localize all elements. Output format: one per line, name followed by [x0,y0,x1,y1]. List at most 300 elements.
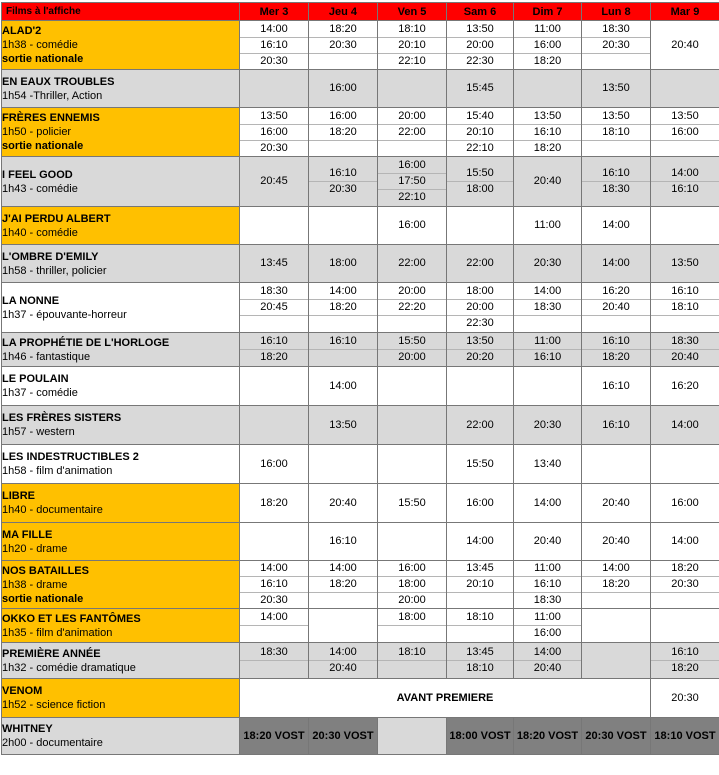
day-header: Mer 3 [240,3,309,21]
film-meta: 1h57 - western [2,425,239,439]
showtime-cell [582,207,651,245]
showtime: 13:45 [447,645,513,660]
showtime-cell [582,21,651,70]
showtime: 13:50 [447,22,513,37]
showtime: 20:10 [447,124,513,140]
showtime: 11:00 [514,561,581,576]
showtime [651,140,719,156]
showtime-cell [309,643,378,679]
showtime-cell [651,245,719,283]
showtime-cell [309,445,378,484]
showtime [309,349,377,365]
film-cell [2,70,240,108]
showtime: 16:10 [514,349,581,365]
showtime: 18:00 [378,610,446,625]
showtime: 18:10 [378,22,446,37]
showtime: 18:30 [514,299,581,315]
showtime: 22:00 [378,256,446,271]
film-cell [2,283,240,333]
showtime-cell [514,445,582,484]
showtime: 20:40 [651,38,719,53]
showtime: 18:10 [447,610,513,625]
showtime: 18:20 [582,349,650,365]
film-meta: 1h32 - comédie dramatique [2,661,239,675]
showtime: 18:00 [378,576,446,592]
showtime: 16:10 [582,379,650,394]
showtime: 16:10 [309,534,377,549]
film-title: LES FRÈRES SISTERS [2,411,239,425]
showtime-cell [651,283,719,333]
showtime-cell [378,70,447,108]
showtime: 16:00 [514,37,581,53]
showtime [309,315,377,331]
showtime: 18:00 [309,256,377,271]
film-row [2,157,719,207]
showtime-cell [309,207,378,245]
showtime: 15:45 [447,81,513,96]
showtime: 11:00 [514,334,581,349]
showtime: 20:40 [514,174,581,189]
showtime: 14:00 [240,610,308,625]
showtime-cell [240,21,309,70]
film-meta: 1h35 - film d'animation [2,626,239,640]
showtime-cell [240,70,309,108]
showtime-cell [240,333,309,367]
showtime-cell [651,484,719,523]
day-header: Mar 9 [651,3,719,21]
showtime-cell [240,245,309,283]
showtime-cell [651,643,719,679]
showtime-cell [240,523,309,561]
showtime: 14:00 [651,534,719,549]
showtime: 20:20 [447,349,513,365]
showtime: 14:00 [582,561,650,576]
showtime-cell [447,484,514,523]
showtime: 13:50 [309,418,377,433]
film-row [2,108,719,157]
film-meta: 1h38 - drame [2,578,239,592]
film-meta: 2h00 - documentaire [2,736,239,750]
film-note: sortie nationale [2,592,239,606]
showtime [378,625,446,641]
showtime-cell [378,157,447,207]
showtime-cell [447,445,514,484]
showtime: 20:30 [582,37,650,53]
showtime: 18:30 [651,334,719,349]
film-meta: 1h46 - fantastique [2,350,239,364]
showtime: 16:10 [240,334,308,349]
showtime: 16:10 [582,166,650,181]
showtime: 13:50 [447,334,513,349]
film-meta: 1h37 - épouvante-horreur [2,308,239,322]
showtime-cell [514,157,582,207]
film-meta: 1h50 - policier [2,125,239,139]
film-meta: 1h52 - science fiction [2,698,239,712]
showtime-cell [582,157,651,207]
showtime: 16:10 [240,37,308,53]
showtime: 16:00 [651,124,719,140]
film-cell [2,108,240,157]
showtime-cell [240,643,309,679]
showtime: 20:40 [651,349,719,365]
film-meta: 1h58 - thriller, policier [2,264,239,278]
film-row [2,333,719,367]
showtime: 20:30 [240,592,308,608]
film-row [2,445,719,484]
showtime-cell [582,643,651,679]
showtime: 11:00 [514,218,581,233]
showtime: 20:10 [447,576,513,592]
showtime: 13:45 [447,561,513,576]
film-rows [2,21,719,679]
film-title: LE POULAIN [2,372,239,386]
showtime: 16:00 [378,561,446,576]
vost-showtime: 18:20 VOST [514,718,582,755]
day-header: Dim 7 [514,3,582,21]
film-row [2,561,719,609]
film-title: J'AI PERDU ALBERT [2,212,239,226]
showtime: 16:00 [240,124,308,140]
showtime [582,53,650,69]
showtime-cell [651,367,719,406]
showtime: 16:10 [582,418,650,433]
showtime-cell [309,367,378,406]
showtime-cell [309,157,378,207]
film-cell [2,157,240,207]
vost-showtime: 18:10 VOST [651,718,719,755]
showtime-cell [309,70,378,108]
showtime-cell [582,283,651,333]
film-row [2,484,719,523]
showtime-cell [651,609,719,643]
film-title: WHITNEY [2,722,239,736]
film-title: OKKO ET LES FANTÔMES [2,612,239,626]
showtime-cell [378,333,447,367]
showtime: 17:50 [378,173,446,189]
showtime: 14:00 [240,561,308,576]
showtime [582,140,650,156]
showtime-cell [514,643,582,679]
film-row-venom [2,679,719,718]
showtime [582,315,650,331]
showtime: 20:30 [651,691,719,706]
showtime-cell [447,406,514,445]
vost-showtime: 20:30 VOST [582,718,651,755]
showtime-cell [651,523,719,561]
showtime: 22:10 [447,140,513,156]
showtime-cell [447,207,514,245]
showtime: 18:10 [651,299,719,315]
showtime-cell [309,245,378,283]
showtime-cell [514,108,582,157]
showtime: 20:00 [378,109,446,124]
showtime [514,315,581,331]
vost-showtime: 18:00 VOST [447,718,514,755]
films-header: Films à l'affiche [2,3,240,21]
showtime: 20:40 [514,660,581,676]
showtime-cell [582,245,651,283]
showtime-cell [582,609,651,643]
showtime-cell [514,523,582,561]
film-row [2,609,719,643]
showtime-cell [240,157,309,207]
showtime: 16:10 [651,284,719,299]
showtime: 15:40 [447,109,513,124]
film-cell [2,643,240,679]
showtime: 14:00 [514,645,581,660]
showtime-cell [240,445,309,484]
showtime: 14:00 [309,561,377,576]
showtime: 14:00 [651,166,719,181]
showtime: 18:10 [447,660,513,676]
showtime: 18:10 [582,124,650,140]
showtime: 18:20 [651,660,719,676]
film-row [2,367,719,406]
showtime-cell [378,561,447,609]
day-header: Lun 8 [582,3,651,21]
film-title: FRÈRES ENNEMIS [2,111,239,125]
film-row [2,283,719,333]
day-header: Jeu 4 [309,3,378,21]
showtime: 20:45 [240,174,308,189]
showtime: 14:00 [309,379,377,394]
showtime: 20:30 [514,418,581,433]
showtime: 16:10 [240,576,308,592]
showtime [240,660,308,676]
showtime: 18:20 [309,576,377,592]
film-meta: 1h20 - drame [2,542,239,556]
showtime-cell [447,561,514,609]
showtime [240,625,308,641]
showtime: 13:50 [240,109,308,124]
showtime: 16:10 [651,645,719,660]
film-cell [2,21,240,70]
showtime: 16:00 [378,218,446,233]
film-cell [2,609,240,643]
showtime: 18:20 [309,22,377,37]
showtime: 20:00 [378,284,446,299]
film-meta: 1h54 -Thriller, Action [2,89,239,103]
showtime: 16:10 [309,166,377,181]
showtime: 20:10 [378,37,446,53]
showtime-cell [514,21,582,70]
showtime: 22:10 [378,53,446,69]
showtime-cell [514,207,582,245]
showtime: 16:00 [447,496,513,511]
header-row [2,3,719,21]
showtime: 20:40 [309,660,377,676]
showtime-cell [378,406,447,445]
showtime: 16:20 [582,284,650,299]
film-row [2,523,719,561]
showtime-cell [651,679,719,718]
showtime: 14:00 [514,284,581,299]
showtime-cell [309,406,378,445]
showtime-cell [651,207,719,245]
film-title: MA FILLE [2,528,239,542]
avant-premiere-banner: AVANT PREMIERE [240,679,651,718]
showtime: 13:50 [651,256,719,271]
film-title: VENOM [2,684,239,698]
showtime-cell [378,207,447,245]
showtime-cell [514,245,582,283]
showtime-cell [582,406,651,445]
showtime: 16:00 [514,625,581,641]
film-title: LA NONNE [2,294,239,308]
showtime-cell [309,523,378,561]
showtime-cell [651,561,719,609]
showtime-cell [582,445,651,484]
showtime: 18:20 [514,53,581,69]
showtime: 13:50 [651,109,719,124]
showtime-cell [447,609,514,643]
showtime-cell [514,609,582,643]
showtime: 14:00 [582,218,650,233]
showtime: 16:00 [378,158,446,173]
showtime: 16:00 [309,81,377,96]
showtime: 18:00 [447,181,513,197]
showtime: 18:30 [582,181,650,197]
showtime: 13:45 [240,256,308,271]
showtime-cell [240,609,309,643]
showtime: 20:30 [514,256,581,271]
film-meta: 1h37 - comédie [2,386,239,400]
showtime: 15:50 [447,166,513,181]
showtime [309,140,377,156]
film-cell [2,245,240,283]
showtime-cell [447,643,514,679]
film-cell [2,484,240,523]
film-meta: 1h58 - film d'animation [2,464,239,478]
showtime: 16:00 [240,457,308,472]
showtime: 18:30 [582,22,650,37]
showtime-cell [514,70,582,108]
showtime: 20:30 [651,576,719,592]
showtime: 18:00 [447,284,513,299]
showtime [309,53,377,69]
schedule-table [1,2,719,755]
showtime-cell [651,333,719,367]
showtime: 16:00 [651,496,719,511]
showtime: 15:50 [378,334,446,349]
film-title: LES INDESTRUCTIBLES 2 [2,450,239,464]
showtime-cell [447,245,514,283]
showtime-cell [240,367,309,406]
film-meta: 1h40 - comédie [2,226,239,240]
showtime [447,625,513,641]
showtime: 18:30 [240,284,308,299]
showtime-cell [514,561,582,609]
film-cell [2,207,240,245]
showtime: 18:20 [240,496,308,511]
showtime: 20:30 [309,37,377,53]
showtime: 11:00 [514,610,581,625]
showtime-cell [309,283,378,333]
showtime-cell [309,108,378,157]
showtime: 22:00 [447,256,513,271]
showtime-cell [582,561,651,609]
showtime: 18:20 [240,349,308,365]
showtime: 20:40 [582,299,650,315]
film-row [2,245,719,283]
film-cell [2,561,240,609]
showtime: 14:00 [309,284,377,299]
showtime-cell [240,484,309,523]
showtime: 13:50 [514,109,581,124]
showtime-cell [582,70,651,108]
showtime-cell [378,643,447,679]
showtime: 16:10 [514,124,581,140]
showtime [378,660,446,676]
showtime-cell [582,367,651,406]
vost-showtime [378,718,447,755]
showtime: 13:40 [514,457,581,472]
showtime: 18:10 [378,645,446,660]
film-cell [2,718,240,755]
day-header: Sam 6 [447,3,514,21]
showtime-cell [651,108,719,157]
showtime-cell [240,283,309,333]
film-title: ALAD'2 [2,24,239,38]
film-title: L'OMBRE D'EMILY [2,250,239,264]
showtime [651,592,719,608]
showtime: 14:00 [309,645,377,660]
day-header: Ven 5 [378,3,447,21]
showtime [582,592,650,608]
film-row [2,643,719,679]
showtime: 20:00 [378,592,446,608]
showtime: 22:10 [378,189,446,205]
showtime-cell [378,445,447,484]
showtime-cell [447,523,514,561]
showtime: 16:10 [651,181,719,197]
showtime-cell [447,21,514,70]
showtime [240,315,308,331]
showtime: 20:30 [240,53,308,69]
showtime-cell [514,367,582,406]
showtime-cell [651,21,719,70]
film-title: I FEEL GOOD [2,168,239,182]
film-title: LA PROPHÉTIE DE L'HORLOGE [2,336,239,350]
vost-showtime: 18:20 VOST [240,718,309,755]
showtime: 18:30 [514,592,581,608]
showtime: 20:40 [582,496,650,511]
showtime: 22:00 [447,418,513,433]
showtime [309,592,377,608]
film-note: sortie nationale [2,139,239,153]
film-cell [2,333,240,367]
showtime-cell [447,333,514,367]
showtime-cell [240,561,309,609]
film-title: EN EAUX TROUBLES [2,75,239,89]
showtime-cell [378,609,447,643]
showtime-cell [240,207,309,245]
showtime-cell [447,70,514,108]
showtime [378,140,446,156]
showtime: 18:30 [240,645,308,660]
showtime: 18:20 [651,561,719,576]
showtime: 14:00 [582,256,650,271]
showtime: 20:00 [447,37,513,53]
film-row [2,70,719,108]
showtime: 14:00 [651,418,719,433]
showtime-cell [309,609,378,643]
film-meta: 1h38 - comédie [2,38,239,52]
showtime-cell [309,484,378,523]
showtime-cell [447,157,514,207]
showtime [447,592,513,608]
showtime-cell [514,283,582,333]
